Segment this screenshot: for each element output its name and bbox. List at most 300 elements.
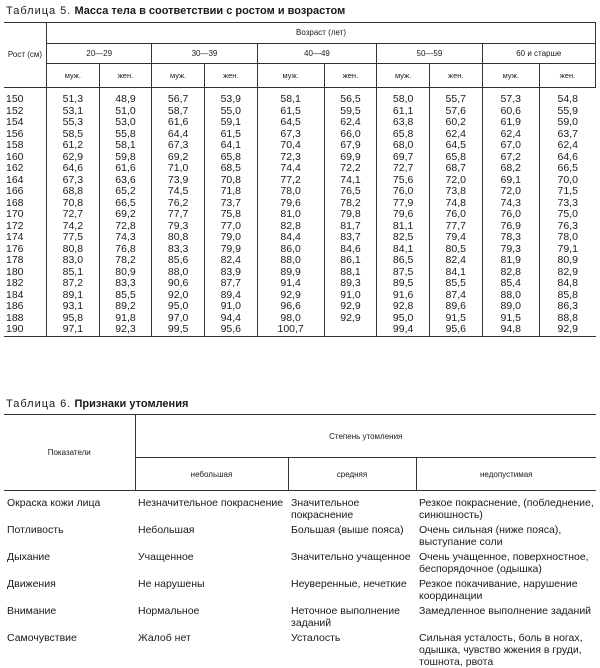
weight-cell: 67,9 — [324, 140, 377, 152]
weight-cell: 79,4 — [429, 232, 482, 244]
weight-cell: 76,9 — [482, 221, 539, 233]
weight-cell: 91,4 — [257, 278, 324, 290]
weight-cell: 95,0 — [152, 301, 205, 313]
weight-cell: 72,0 — [482, 186, 539, 198]
weight-cell: 68,7 — [429, 163, 482, 175]
weight-cell: 68,2 — [482, 163, 539, 175]
weight-cell: 74,2 — [47, 221, 100, 233]
height-cell: 158 — [6, 139, 24, 151]
weight-cell: 86,0 — [257, 244, 324, 256]
weight-cell: 58,1 — [257, 88, 324, 106]
table-row — [4, 324, 596, 336]
male-column-header: муж. — [257, 64, 324, 88]
weight-cell: 92,9 — [539, 324, 595, 336]
weight-cell: 61,6 — [152, 117, 205, 129]
weight-cell: 73,3 — [539, 198, 595, 210]
fatigue-sign-cell: Очень сильная (ниже пояса), выступание соли — [419, 524, 562, 548]
weight-cell: 59,0 — [539, 117, 595, 129]
weight-cell: 69,2 — [152, 152, 205, 164]
weight-cell: 63,7 — [539, 129, 595, 141]
weight-cell: 85,5 — [99, 290, 152, 302]
weight-cell: 51,3 — [47, 88, 100, 106]
weight-cell: 58,7 — [152, 106, 205, 118]
weight-cell: 69,1 — [482, 175, 539, 187]
weight-cell: 87,5 — [377, 267, 430, 279]
table5-caption-title: Масса тела в соответствии с ростом и возрастом — [74, 5, 346, 17]
degree-level-header: недопустимая — [416, 458, 596, 491]
weight-cell: 89,4 — [204, 290, 257, 302]
weight-cell: 97,0 — [152, 313, 205, 325]
weight-cell: 48,9 — [99, 88, 152, 106]
weight-cell: 76,0 — [429, 209, 482, 221]
weight-cell: 72,7 — [47, 209, 100, 221]
table-row — [4, 117, 596, 129]
height-cell: 168 — [6, 196, 24, 209]
weight-cell: 86,5 — [377, 255, 430, 267]
fatigue-sign-cell: Незначительное покраснение — [138, 497, 284, 509]
fatigue-sign-cell: Учащенное — [138, 551, 194, 563]
weight-cell: 83,3 — [99, 278, 152, 290]
weight-cell: 79,6 — [377, 209, 430, 221]
weight-cell: 89,0 — [482, 301, 539, 313]
height-cell: 150 — [6, 93, 24, 105]
weight-cell: 95,0 — [377, 313, 430, 325]
weight-cell: 91,5 — [429, 313, 482, 325]
weight-cell: 57,6 — [429, 106, 482, 118]
height-column-header: Рост (см) — [4, 23, 47, 88]
height-cell: 166 — [6, 185, 24, 197]
table-row — [4, 140, 596, 152]
weight-cell: 85,1 — [47, 267, 100, 279]
weight-cell — [324, 324, 377, 336]
height-cell: 170 — [6, 208, 24, 220]
weight-cell: 77,2 — [257, 175, 324, 187]
female-column-header: жен. — [324, 64, 377, 88]
weight-cell: 73,9 — [152, 175, 205, 187]
weight-cell: 76,0 — [482, 209, 539, 221]
weight-cell: 99,4 — [377, 324, 430, 336]
weight-cell: 95,6 — [429, 324, 482, 336]
weight-cell: 84,6 — [324, 244, 377, 256]
weight-cell: 80,8 — [152, 232, 205, 244]
weight-cell: 84,8 — [539, 278, 595, 290]
weight-cell: 99,5 — [152, 324, 205, 336]
weight-cell: 79,0 — [204, 232, 257, 244]
weight-cell: 70,4 — [257, 140, 324, 152]
female-column-header: жен. — [429, 64, 482, 88]
table-row — [4, 301, 596, 313]
weight-cell: 54,8 — [539, 88, 595, 106]
weight-cell: 87,2 — [47, 278, 100, 290]
fatigue-sign-cell: Нормальное — [138, 605, 200, 617]
weight-cell: 96,6 — [257, 301, 324, 313]
weight-cell: 84,4 — [257, 232, 324, 244]
table-row — [4, 549, 596, 576]
fatigue-sign-cell: Резкое покачивание, нарушение координации — [419, 578, 578, 602]
weight-cell: 59,1 — [204, 117, 257, 129]
weight-cell: 65,8 — [377, 129, 430, 141]
weight-cell: 61,5 — [257, 106, 324, 118]
weight-cell: 91,0 — [324, 290, 377, 302]
weight-cell: 62,4 — [429, 129, 482, 141]
weight-cell: 81,7 — [324, 221, 377, 233]
age-group-header: 50—59 — [377, 44, 482, 64]
weight-cell: 55,0 — [204, 106, 257, 118]
degree-level-header: небольшая — [135, 458, 288, 491]
height-cell: 176 — [6, 242, 24, 255]
male-column-header: муж. — [482, 64, 539, 88]
weight-cell: 64,1 — [204, 140, 257, 152]
weight-cell: 74,8 — [429, 198, 482, 210]
weight-cell: 80,5 — [429, 244, 482, 256]
weight-cell: 88,0 — [257, 255, 324, 267]
weight-cell: 79,3 — [482, 244, 539, 256]
fatigue-sign-cell: Большая (выше пояса) — [291, 524, 404, 536]
weight-cell: 82,8 — [482, 267, 539, 279]
indicator-cell: Самочувствие — [7, 632, 77, 644]
weight-cell: 69,2 — [99, 209, 152, 221]
weight-cell: 64,4 — [152, 129, 205, 141]
weight-cell: 64,5 — [257, 117, 324, 129]
fatigue-sign-cell: Резкое покраснение, (побледнение, синюшность) — [419, 497, 594, 521]
weight-cell: 59,8 — [99, 152, 152, 164]
weight-cell: 82,5 — [377, 232, 430, 244]
weight-cell: 70,8 — [47, 198, 100, 210]
height-cell: 172 — [6, 219, 24, 232]
indicator-column-header: Показатели — [4, 415, 135, 491]
weight-cell: 78,0 — [539, 232, 595, 244]
weight-cell: 53,0 — [99, 117, 152, 129]
female-column-header: жен. — [204, 64, 257, 88]
weight-cell: 62,4 — [324, 117, 377, 129]
table-row — [4, 232, 596, 244]
table5-caption — [6, 5, 345, 17]
weight-cell: 79,3 — [152, 221, 205, 233]
weight-cell: 75,6 — [377, 175, 430, 187]
fatigue-sign-cell: Неточное выполнение заданий — [291, 605, 400, 629]
weight-cell: 82,4 — [204, 255, 257, 267]
weight-cell: 72,2 — [324, 163, 377, 175]
weight-cell: 61,5 — [204, 129, 257, 141]
weight-cell: 77,0 — [204, 221, 257, 233]
weight-cell: 51,0 — [99, 106, 152, 118]
weight-cell: 68,8 — [47, 186, 100, 198]
weight-cell: 71,8 — [204, 186, 257, 198]
weight-cell: 91,8 — [99, 313, 152, 325]
weight-cell: 65,2 — [99, 186, 152, 198]
weight-cell: 89,3 — [324, 278, 377, 290]
height-cell: 152 — [6, 104, 24, 117]
weight-cell: 60,2 — [429, 117, 482, 129]
weight-cell: 78,0 — [257, 186, 324, 198]
weight-cell: 68,0 — [377, 140, 430, 152]
height-cell: 160 — [6, 150, 24, 163]
weight-cell: 89,2 — [99, 301, 152, 313]
weight-cell: 74,3 — [99, 232, 152, 244]
weight-cell: 92,9 — [324, 301, 377, 313]
age-group-header: 30—39 — [152, 44, 257, 64]
weight-cell: 82,4 — [429, 255, 482, 267]
weight-cell: 74,4 — [257, 163, 324, 175]
weight-cell: 77,9 — [377, 198, 430, 210]
weight-cell: 85,8 — [539, 290, 595, 302]
weight-cell: 72,7 — [377, 163, 430, 175]
weight-cell: 63,8 — [377, 117, 430, 129]
weight-cell: 91,0 — [204, 301, 257, 313]
weight-cell: 71,0 — [152, 163, 205, 175]
weight-cell: 91,6 — [377, 290, 430, 302]
female-column-header: жен. — [99, 64, 152, 88]
weight-cell: 88,0 — [482, 290, 539, 302]
weight-cell: 81,9 — [482, 255, 539, 267]
age-header: Возраст (лет) — [47, 23, 596, 44]
weight-cell: 67,3 — [257, 129, 324, 141]
male-column-header: муж. — [152, 64, 205, 88]
weight-cell: 83,3 — [152, 244, 205, 256]
table5-caption-label: Таблица 5. — [6, 5, 72, 17]
indicator-cell: Дыхание — [7, 551, 51, 563]
weight-cell: 76,3 — [539, 221, 595, 233]
weight-cell: 70,8 — [204, 175, 257, 187]
weight-cell: 61,6 — [99, 163, 152, 175]
weight-cell: 92,8 — [377, 301, 430, 313]
weight-cell: 100,7 — [257, 324, 324, 336]
weight-cell: 55,8 — [99, 129, 152, 141]
table-row — [4, 603, 596, 630]
weight-cell: 67,3 — [152, 140, 205, 152]
table-row — [4, 522, 596, 549]
weight-cell: 92,0 — [152, 290, 205, 302]
weight-cell: 57,3 — [482, 88, 539, 106]
weight-cell: 61,9 — [482, 117, 539, 129]
weight-cell: 77,7 — [429, 221, 482, 233]
weight-cell: 76,5 — [324, 186, 377, 198]
weight-cell: 80,8 — [47, 244, 100, 256]
weight-cell: 79,1 — [539, 244, 595, 256]
weight-cell: 77,5 — [47, 232, 100, 244]
fatigue-sign-cell: Значительно учащенное — [291, 551, 411, 563]
weight-cell: 56,7 — [152, 88, 205, 106]
weight-cell: 88,8 — [539, 313, 595, 325]
weight-cell: 81,1 — [377, 221, 430, 233]
height-cell: 156 — [6, 127, 24, 140]
height-cell: 188 — [6, 311, 24, 324]
age-group-header: 40—49 — [257, 44, 377, 64]
weight-cell: 73,7 — [204, 198, 257, 210]
weight-cell: 62,9 — [47, 152, 100, 164]
weight-cell: 72,8 — [99, 221, 152, 233]
weight-cell: 89,6 — [429, 301, 482, 313]
weight-cell: 67,2 — [482, 152, 539, 164]
weight-cell: 61,2 — [47, 140, 100, 152]
weight-cell: 76,2 — [152, 198, 205, 210]
weight-cell: 62,4 — [482, 129, 539, 141]
weight-cell: 76,8 — [99, 244, 152, 256]
weight-cell: 58,0 — [377, 88, 430, 106]
weight-cell: 90,6 — [152, 278, 205, 290]
height-cell: 182 — [6, 277, 24, 289]
fatigue-sign-cell: Замедленное выполнение заданий — [419, 605, 592, 617]
weight-cell: 53,9 — [204, 88, 257, 106]
weight-cell: 74,3 — [482, 198, 539, 210]
weight-cell: 64,6 — [539, 152, 595, 164]
fatigue-signs-table — [4, 414, 596, 668]
indicator-cell: Потливость — [7, 524, 64, 536]
weight-cell: 60,6 — [482, 106, 539, 118]
fatigue-sign-cell: Сильная усталость, боль в ногах, одышка, чувство жжения в груди, тошнота, рвота — [419, 632, 583, 668]
weight-cell: 89,5 — [377, 278, 430, 290]
weight-cell: 84,1 — [377, 244, 430, 256]
weight-cell: 74,5 — [152, 186, 205, 198]
weight-cell: 67,0 — [482, 140, 539, 152]
weight-cell: 53,1 — [47, 106, 100, 118]
weight-cell: 83,9 — [204, 267, 257, 279]
fatigue-sign-cell: Очень учащенное, поверхностное, беспорядочное (одышка) — [419, 551, 589, 575]
weight-cell: 86,1 — [324, 255, 377, 267]
fatigue-sign-cell: Неуверенные, нечеткие — [291, 578, 407, 590]
weight-cell: 98,0 — [257, 313, 324, 325]
fatigue-sign-cell: Не нарушены — [138, 578, 205, 590]
weight-cell: 66,5 — [539, 163, 595, 175]
indicator-cell: Внимание — [7, 605, 57, 617]
age-group-header: 20—29 — [47, 44, 152, 64]
weight-cell: 66,0 — [324, 129, 377, 141]
weight-cell: 58,5 — [47, 129, 100, 141]
weight-cell: 75,8 — [204, 209, 257, 221]
weight-cell: 68,5 — [204, 163, 257, 175]
weight-cell: 80,9 — [99, 267, 152, 279]
weight-cell: 94,4 — [204, 313, 257, 325]
height-cell: 154 — [6, 116, 24, 128]
weight-cell: 88,1 — [324, 267, 377, 279]
indicator-cell: Окраска кожи лица — [7, 497, 101, 509]
height-cell: 174 — [6, 231, 24, 243]
height-cell: 180 — [6, 265, 24, 278]
weight-cell: 65,8 — [204, 152, 257, 164]
indicator-cell: Движения — [7, 578, 56, 590]
weight-cell: 58,1 — [99, 140, 152, 152]
weight-cell: 87,4 — [429, 290, 482, 302]
weight-cell: 77,7 — [152, 209, 205, 221]
weight-cell: 95,8 — [47, 313, 100, 325]
weight-cell: 64,6 — [47, 163, 100, 175]
weight-cell: 92,9 — [324, 313, 377, 325]
weight-cell: 83,0 — [47, 255, 100, 267]
weight-cell: 65,8 — [429, 152, 482, 164]
weight-cell: 91,5 — [482, 313, 539, 325]
weight-cell: 55,3 — [47, 117, 100, 129]
table-row — [4, 491, 596, 523]
table-row — [4, 630, 596, 668]
weight-cell: 71,5 — [539, 186, 595, 198]
height-cell: 162 — [6, 162, 24, 174]
weight-cell: 82,9 — [539, 267, 595, 279]
weight-cell: 83,7 — [324, 232, 377, 244]
table6-caption — [6, 398, 188, 410]
table-row — [4, 163, 596, 175]
weight-cell: 63,6 — [99, 175, 152, 187]
weight-cell: 89,9 — [257, 267, 324, 279]
weight-cell: 89,1 — [47, 290, 100, 302]
table-row — [4, 576, 596, 603]
weight-cell: 85,5 — [429, 278, 482, 290]
fatigue-sign-cell: Небольшая — [138, 524, 195, 536]
age-group-header: 60 и старше — [482, 44, 595, 64]
weight-cell: 79,6 — [257, 198, 324, 210]
table6-caption-label: Таблица 6. — [6, 398, 72, 410]
weight-cell: 81,0 — [257, 209, 324, 221]
weight-cell: 55,9 — [539, 106, 595, 118]
degree-level-header: средняя — [288, 458, 416, 491]
weight-cell: 73,8 — [429, 186, 482, 198]
table-row — [4, 278, 596, 290]
weight-cell: 72,0 — [429, 175, 482, 187]
weight-cell: 97,1 — [47, 324, 100, 336]
weight-cell: 66,5 — [99, 198, 152, 210]
height-cell: 190 — [4, 324, 47, 336]
weight-cell: 94,8 — [482, 324, 539, 336]
weight-cell: 79,9 — [204, 244, 257, 256]
weight-cell: 88,0 — [152, 267, 205, 279]
weight-cell: 78,2 — [99, 255, 152, 267]
weight-cell: 82,8 — [257, 221, 324, 233]
weight-cell: 70,0 — [539, 175, 595, 187]
weight-cell: 84,1 — [429, 267, 482, 279]
weight-cell: 67,3 — [47, 175, 100, 187]
female-column-header: жен. — [539, 64, 595, 88]
male-column-header: муж. — [47, 64, 100, 88]
weight-cell: 56,5 — [324, 88, 377, 106]
weight-cell: 87,7 — [204, 278, 257, 290]
fatigue-sign-cell: Жалоб нет — [138, 632, 191, 644]
weight-cell: 75,0 — [539, 209, 595, 221]
weight-cell: 92,3 — [99, 324, 152, 336]
fatigue-sign-cell: Значительное покраснение — [291, 497, 360, 521]
weight-cell: 92,9 — [257, 290, 324, 302]
weight-cell: 85,4 — [482, 278, 539, 290]
table-row — [4, 209, 596, 221]
weight-cell: 86,3 — [539, 301, 595, 313]
table-row — [4, 88, 596, 106]
table-row — [4, 186, 596, 198]
weight-cell: 74,1 — [324, 175, 377, 187]
weight-cell: 78,2 — [324, 198, 377, 210]
weight-cell: 80,9 — [539, 255, 595, 267]
weight-height-age-table — [4, 22, 596, 337]
table-row — [4, 255, 596, 267]
weight-cell: 61,1 — [377, 106, 430, 118]
weight-cell: 55,7 — [429, 88, 482, 106]
height-cell: 186 — [6, 300, 24, 312]
height-cell: 184 — [6, 288, 24, 301]
male-column-header: муж. — [377, 64, 430, 88]
weight-cell: 72,3 — [257, 152, 324, 164]
weight-cell: 62,4 — [539, 140, 595, 152]
weight-cell: 69,9 — [324, 152, 377, 164]
weight-cell: 59,5 — [324, 106, 377, 118]
weight-cell: 78,3 — [482, 232, 539, 244]
height-cell: 178 — [6, 254, 24, 266]
table6-caption-title: Признаки утомления — [74, 398, 189, 410]
weight-cell: 76,0 — [377, 186, 430, 198]
weight-cell: 79,8 — [324, 209, 377, 221]
weight-cell: 93,1 — [47, 301, 100, 313]
weight-cell: 95,6 — [204, 324, 257, 336]
height-cell: 164 — [6, 173, 24, 186]
weight-cell: 64,5 — [429, 140, 482, 152]
fatigue-sign-cell: Усталость — [291, 632, 341, 644]
fatigue-degree-header: Степень утомления — [135, 415, 596, 458]
